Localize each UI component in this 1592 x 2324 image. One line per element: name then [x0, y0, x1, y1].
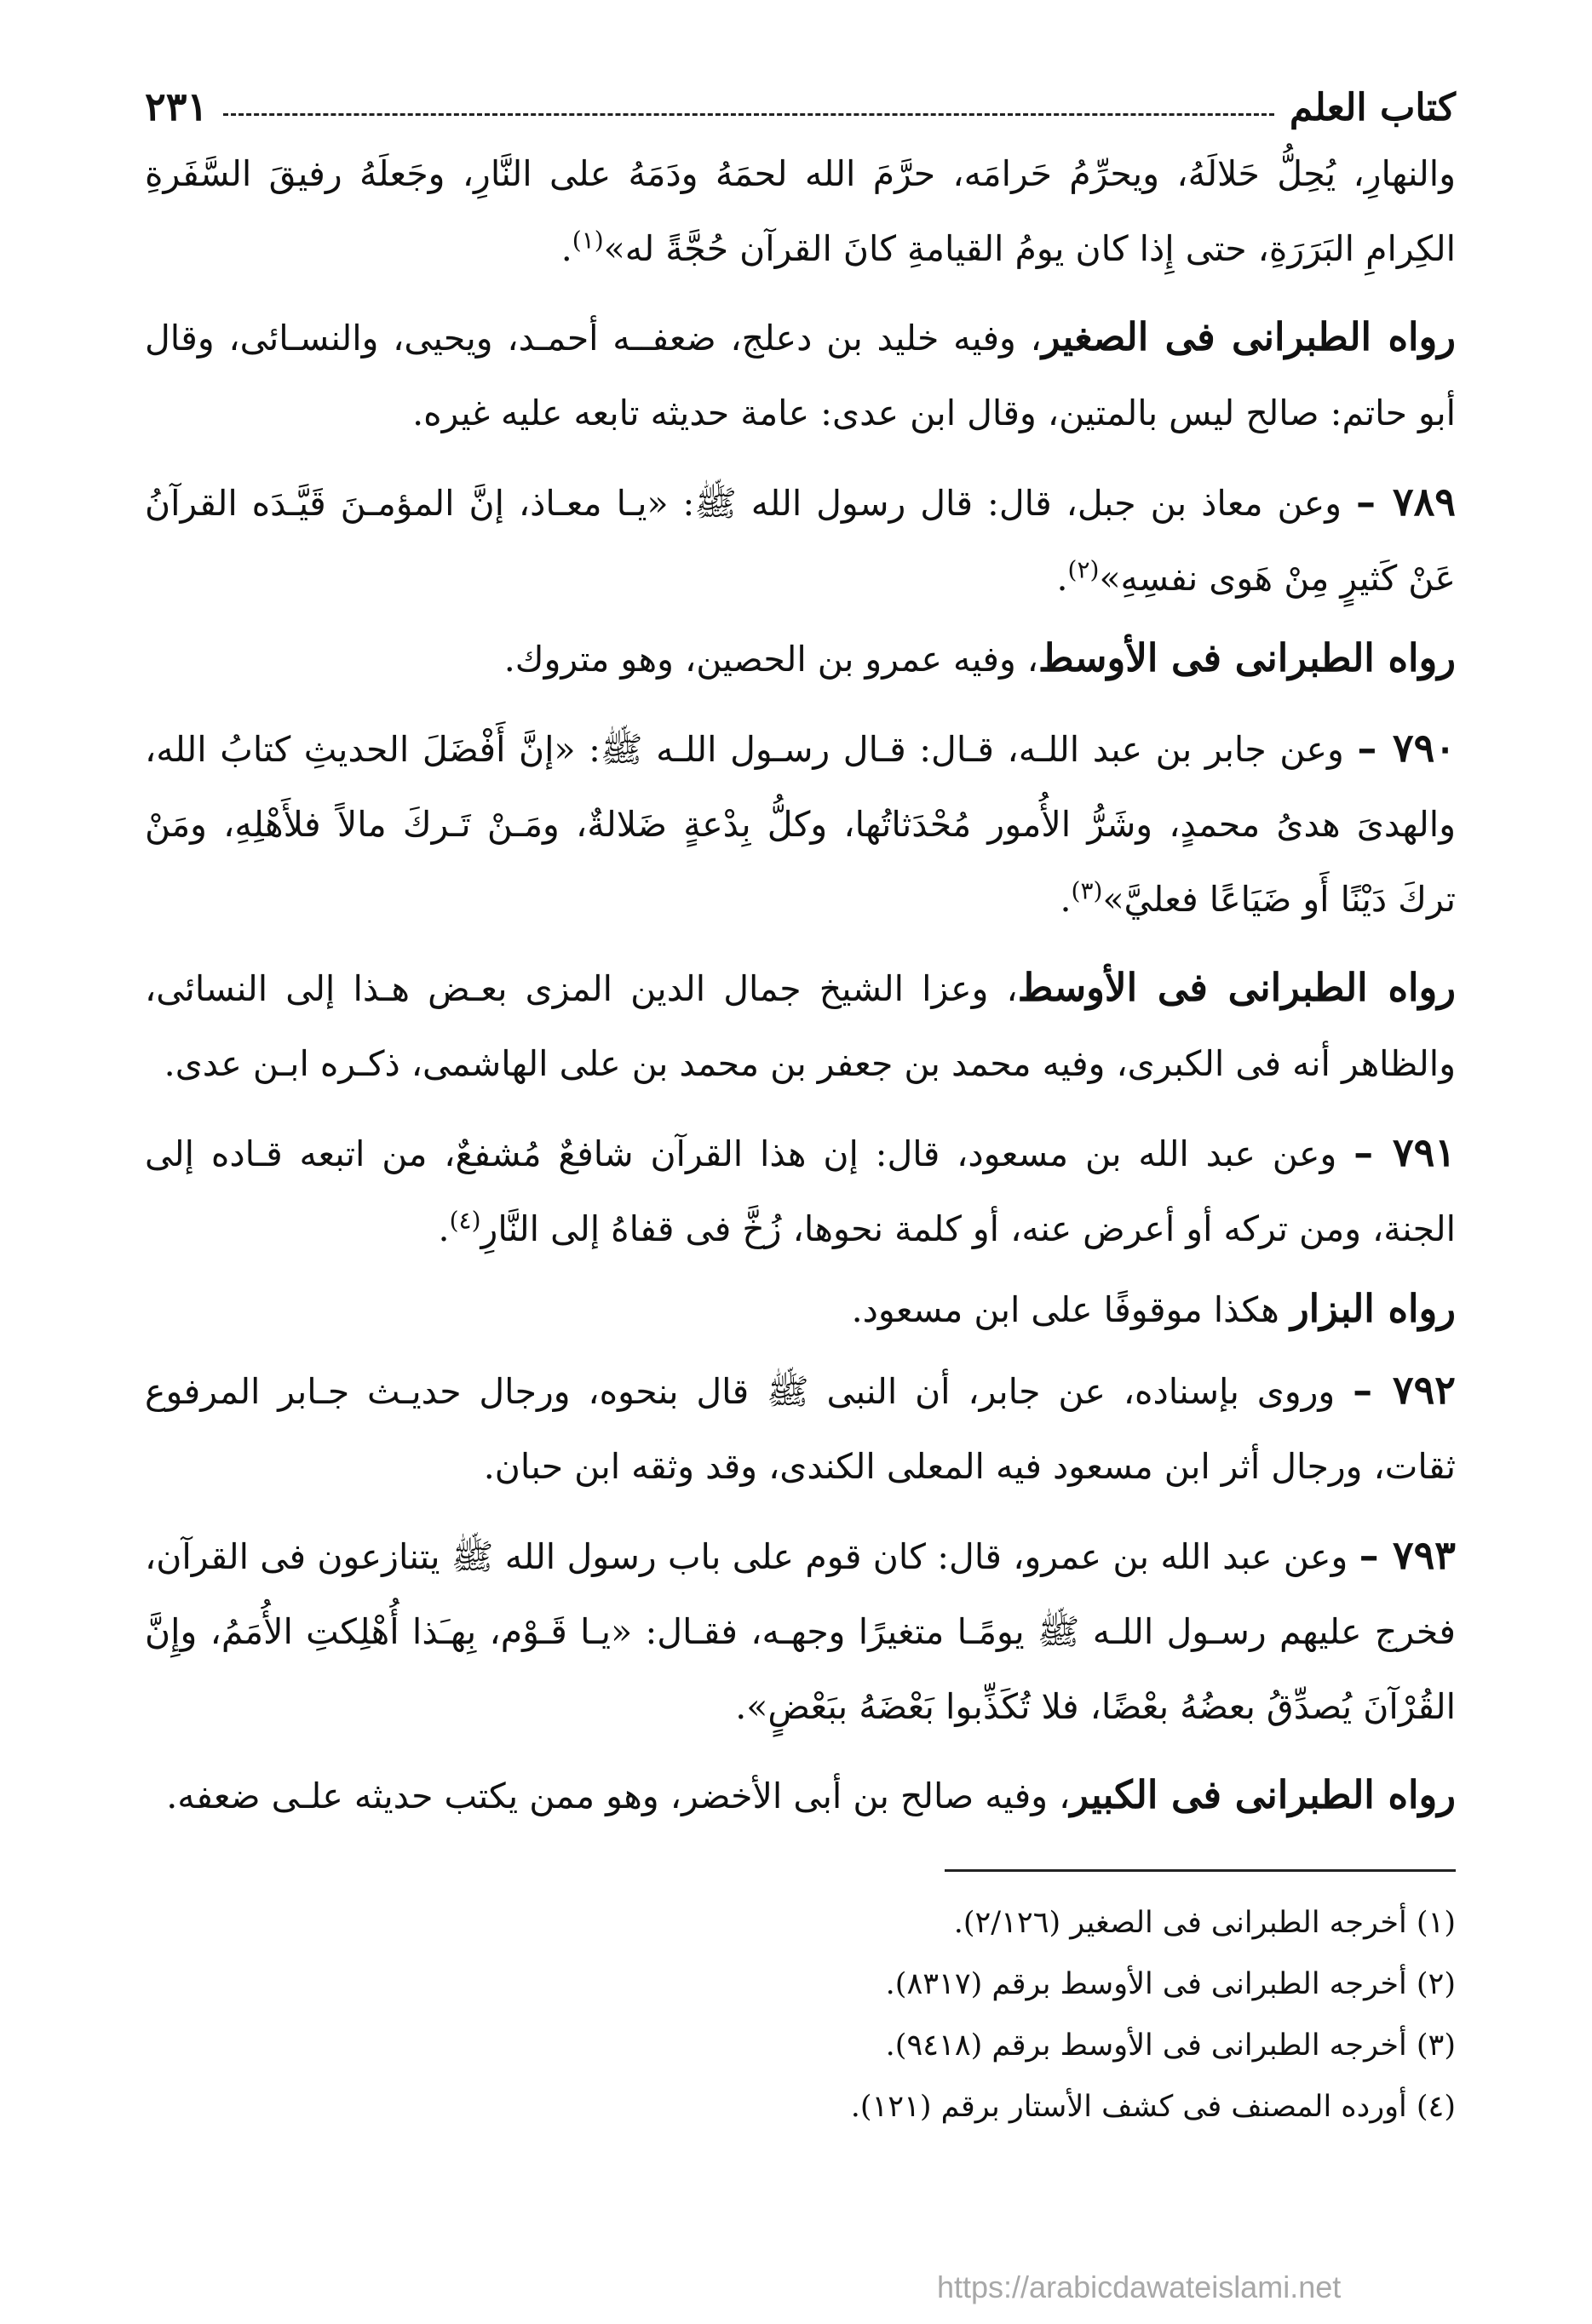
- footnote-ref-3: (٣): [1071, 876, 1103, 905]
- footnote-ref-1: (١): [572, 226, 604, 255]
- source-note: [145, 1271, 1456, 1347]
- source-lead: رواه الطبرانى فى الكبير: [1070, 1772, 1456, 1817]
- paragraph-text: وعن عبد الله بن مسعود، قال: إن هذا القرآن شافعٌ مُشفعٌ، من اتبعه قـاده إلى الجنة، ومن تركه أو أعرض عنه، أو كلمة نحوها، زُخَّ فى قفاهُ إلى النَّارِ: [145, 1133, 1456, 1249]
- paragraph-tail: .: [1056, 558, 1068, 599]
- book-title: كتاب العلم: [1289, 86, 1456, 129]
- hadith-791: [145, 1115, 1456, 1266]
- paragraph-text: وعن عبد الله بن عمرو، قال: كان قوم على باب رسول الله ﷺ يتنازعون فى القرآن، فخرج عليهم رسـول اللـه ﷺ يومًـا متغيرًا وجهـه، فقـال: «يـا قَـوْم، بِهـَذا أُهْلِكتِ الأُمَمُ، وإِنَّ القُرْآنَ يُصدِّقُ بعضُهُ بعْضًا، فلا تُكَذِّبوا بَعْضَهُ ببَعْضٍ».: [145, 1536, 1456, 1727]
- hadith-number: ٧٨٩ –: [1355, 479, 1456, 525]
- hadith-792: [145, 1352, 1456, 1504]
- source-lead: رواه البزار: [1290, 1286, 1456, 1331]
- page-number: ٢٣١: [145, 83, 209, 129]
- hadith-789: [145, 464, 1456, 616]
- paragraph-tail: .: [560, 228, 572, 269]
- paragraph-text: ، وفيه صالح بن أبى الأخضر، وهو ممن يكتب حديثه علـى ضعفه.: [166, 1776, 1071, 1816]
- hadith-number: ٧٩٠ –: [1357, 725, 1456, 771]
- source-note: [145, 621, 1456, 697]
- hadith-number: ٧٩٣ –: [1359, 1532, 1457, 1578]
- watermark-url: https://arabicdawateislami.net: [937, 2269, 1342, 2304]
- footnote-4: (٤) أورده المصنف فى كشف الأستار برقم (١٢١).: [850, 2090, 1456, 2124]
- footnote-1: (١) أخرجه الطبرانى فى الصغير (٢/١٢٦).: [953, 1906, 1456, 1940]
- paragraph-text: والنهارِ، يُحِلُّ حَلالَهُ، ويحرِّمُ حَرامَه، حرَّمَ الله لحمَهُ ودَمَهُ على النَّارِ، وجَعلَهُ رفيقَ السَّفَرةِ الكِرامِ البَرَرَةِ، حتى إِذا كان يومُ القيامةِ كانَ القرآن حُجَّةً له»: [145, 153, 1456, 269]
- paragraph-text: ، وعزا الشيخ جمال الدين المزى بعـض هـذا إلى النسائى، والظاهر أنه فى الكبرى، وفيه محمد بن جعفر بن محمد بن على الهاشمى، ذكـره ابـن عدى.: [145, 968, 1456, 1084]
- footnote-2: (٢) أخرجه الطبرانى فى الأوسط برقم (٨٣١٧).: [885, 1967, 1456, 2001]
- paragraph-text: وعن جابر بن عبد اللـه، قـال: قـال رسـول اللـه ﷺ: «إنَّ أَفْضَلَ الحديثِ كتابُ الله، والهدىَ هدىُ محمدٍ، وشَرُّ الأُمور مُحْدَثاتُها، وكلُّ بِدْعةٍ ضَلالةٌ، ومَـنْ تَـركَ مالاً فلأَهْلِهِ، ومَنْ تركَ دَيْنًا أَو ضَيَاعًا فعليَّ»: [145, 729, 1456, 920]
- hadith-793: [145, 1518, 1456, 1744]
- source-note: [145, 950, 1456, 1101]
- footnote-3: (٣) أخرجه الطبرانى فى الأوسط برقم (٩٤١٨).: [885, 2028, 1456, 2063]
- paragraph-tail: .: [1060, 879, 1072, 920]
- running-header: [145, 70, 1456, 129]
- source-lead: رواه الطبرانى فى الأوسط: [1038, 635, 1456, 680]
- hadith-790: [145, 710, 1456, 937]
- footnote-ref-2: (٢): [1067, 555, 1100, 584]
- footnote-divider: [945, 1869, 1456, 1872]
- paragraph-text: وعن معاذ بن جبل، قال: قال رسول الله ﷺ: «يـا معـاذ، إنَّ المؤمـنَ قَيَّـدَه القرآنُ عَنْ كَثيرٍ مِنْ هَوى نفسِهِ»: [145, 483, 1456, 599]
- hadith-number: ٧٩١ –: [1353, 1129, 1456, 1175]
- hadith-continuation: [145, 136, 1456, 286]
- paragraph-text: ، وفيه خليد بن دعلج، ضعفــه أحمـد، ويحيى، والنسـائى، وقال أبو حاتم: صالح ليس بالمتين، وقال ابن عدى: عامة حديثه تابعه عليه غيره.: [145, 318, 1456, 433]
- header-dashed-rule: [223, 113, 1274, 116]
- footnote-ref-4: (٤): [449, 1206, 481, 1235]
- paragraph-text: ، وفيه عمرو بن الحصين، وهو متروك.: [503, 639, 1039, 680]
- footnotes: [145, 1892, 1456, 2138]
- hadith-number: ٧٩٢ –: [1353, 1367, 1456, 1413]
- source-note: [145, 300, 1456, 450]
- source-note: [145, 1758, 1456, 1833]
- source-lead: رواه الطبرانى فى الأوسط: [1017, 965, 1456, 1010]
- paragraph-text: وروى بإسناده، عن جابر، أن النبى ﷺ قال بنحوه، ورجال حديـث جـابر المرفوع ثقات، ورجال أثر ابن مسعود فيه المعلى الكندى، وقد وثقه ابن حبان.: [145, 1371, 1456, 1487]
- paragraph-tail: .: [438, 1208, 450, 1249]
- paragraph-text: هكذا موقوفًا على ابن مسعود.: [851, 1289, 1290, 1330]
- source-lead: رواه الطبرانى فى الصغير: [1041, 314, 1456, 359]
